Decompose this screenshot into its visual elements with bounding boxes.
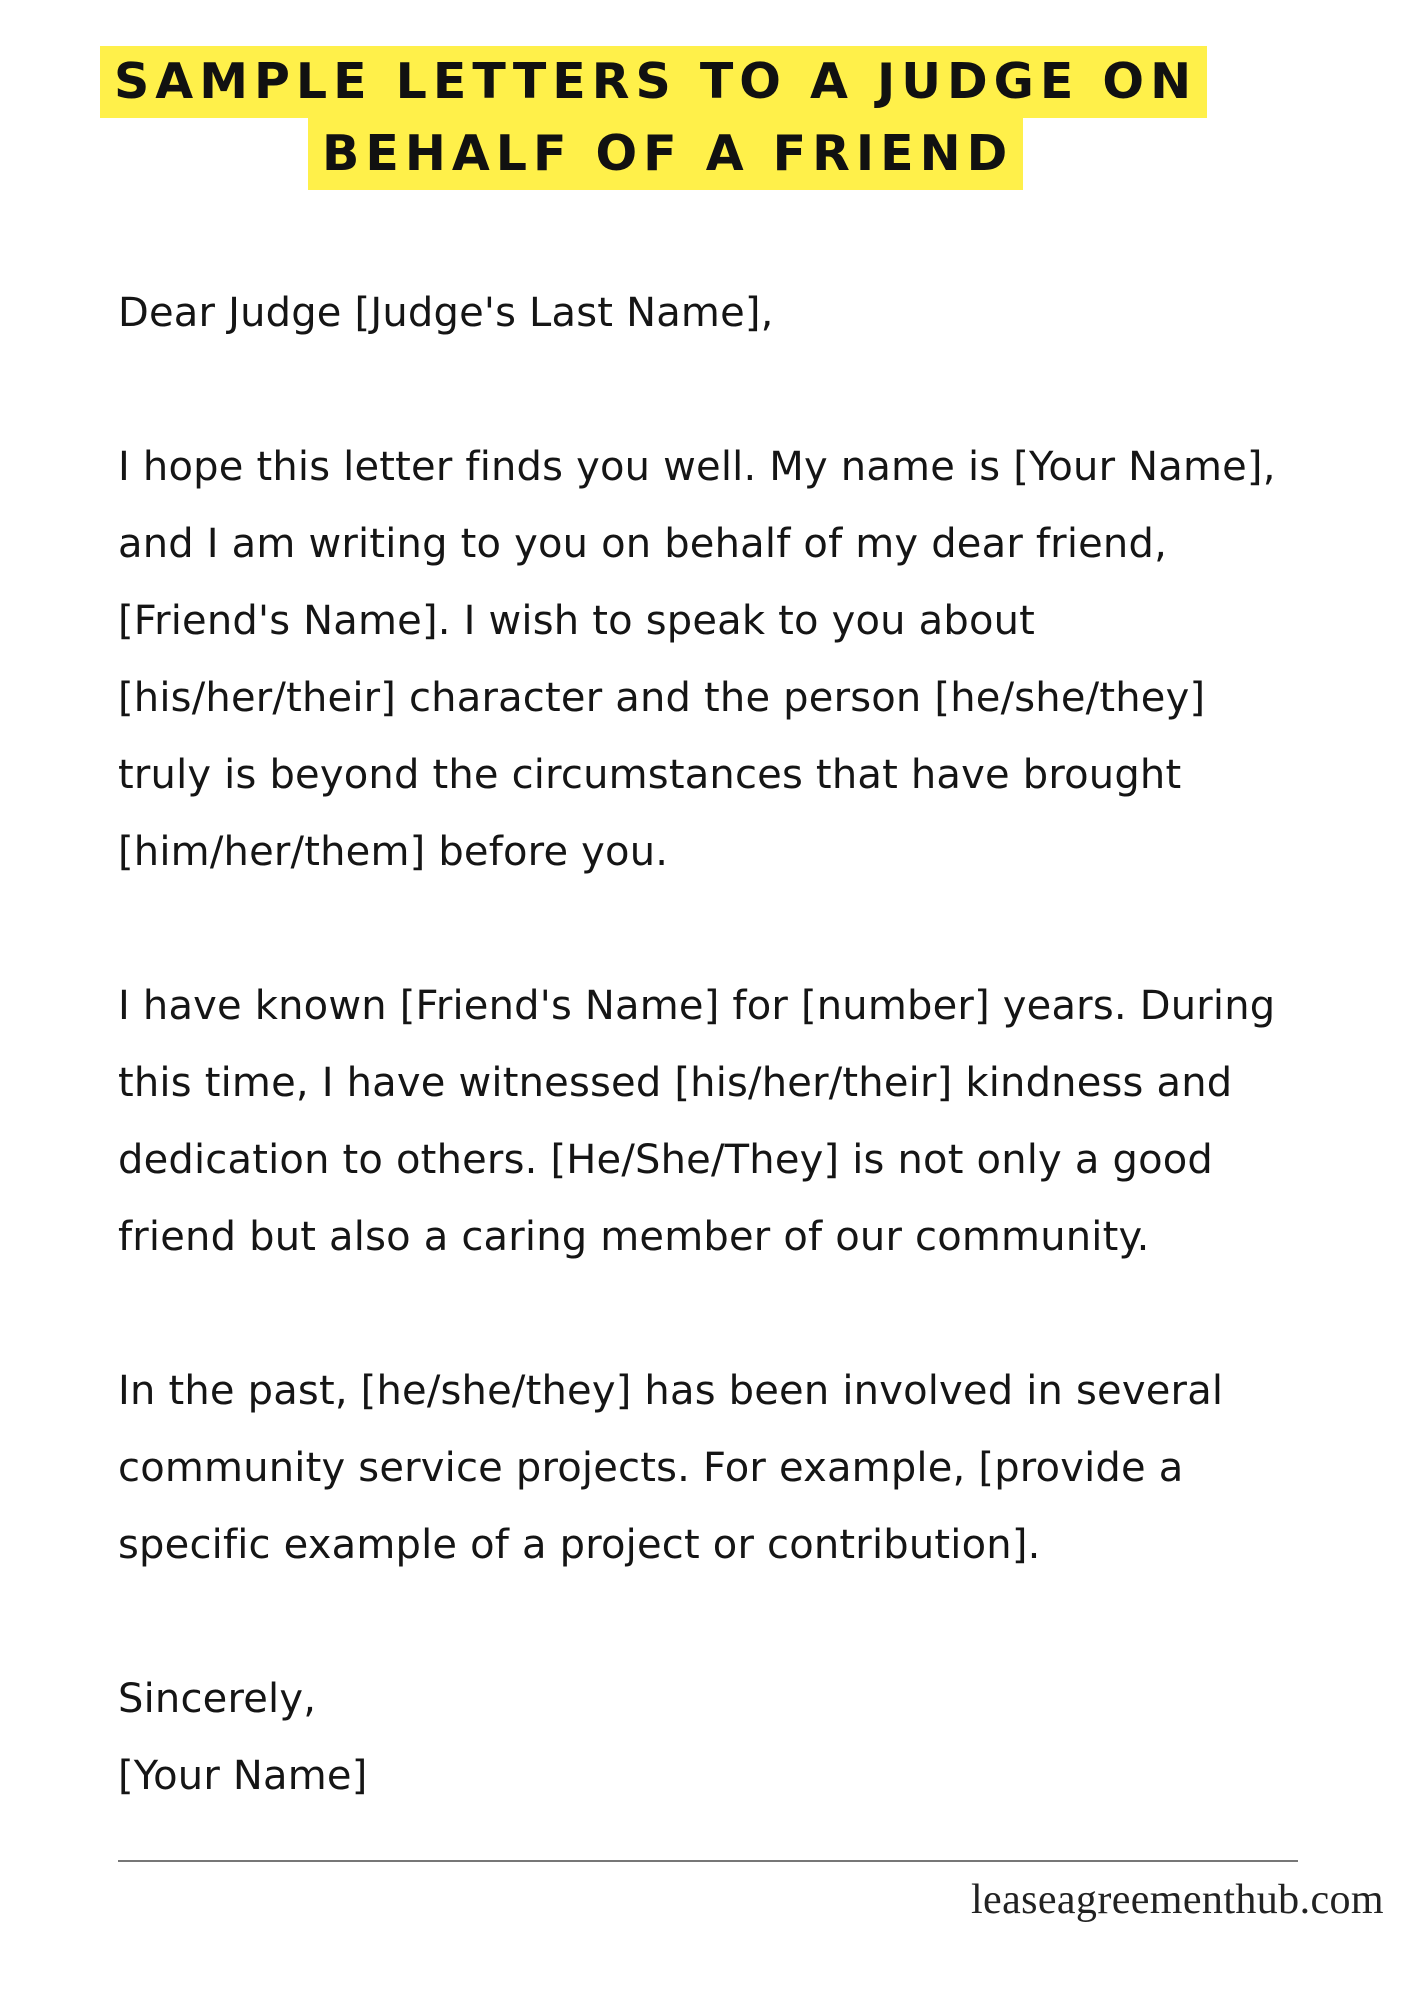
salutation: Dear Judge [Judge's Last Name], — [118, 290, 774, 336]
paragraph-line: [him/her/them] before you. — [118, 829, 669, 875]
paragraph-gap — [118, 352, 1358, 429]
paragraph-line: and I am writing to you on behalf of my dear friend, — [118, 521, 1167, 567]
footer-site-name: leaseagreementhub.com — [970, 1877, 1384, 1923]
paragraph-line: I hope this letter finds you well. My name is [Your Name], — [118, 444, 1276, 490]
paragraph-line: community service projects. For example, [provide a — [118, 1445, 1184, 1491]
paragraph-gap — [118, 1276, 1358, 1353]
paragraph-line: friend but also a caring member of our community. — [118, 1214, 1150, 1260]
paragraph-3 — [118, 1353, 1358, 1584]
closing: Sincerely, — [118, 1676, 317, 1722]
paragraph-line: this time, I have witnessed [his/her/their] kindness and — [118, 1060, 1233, 1106]
signature-placeholder: [Your Name] — [118, 1753, 368, 1799]
paragraph-line: [his/her/their] character and the person [he/she/they] — [118, 675, 1206, 721]
paragraph-2 — [118, 968, 1358, 1276]
paragraph-line: dedication to others. [He/She/They] is not only a good — [118, 1137, 1213, 1183]
paragraph-line: truly is beyond the circumstances that have brought — [118, 752, 1182, 798]
page-title-line-2: BEHALF OF A FRIEND — [308, 118, 1023, 190]
footer-divider — [118, 1860, 1298, 1862]
paragraph-gap — [118, 891, 1358, 968]
page-title-line-1: SAMPLE LETTERS TO A JUDGE ON — [100, 46, 1207, 118]
paragraph-line: I have known [Friend's Name] for [number] years. During — [118, 983, 1276, 1029]
paragraph-line: [Friend's Name]. I wish to speak to you about — [118, 598, 1036, 644]
letter-body — [118, 275, 1358, 1815]
paragraph-1 — [118, 429, 1358, 891]
paragraph-gap — [118, 1584, 1358, 1661]
paragraph-line: specific example of a project or contribution]. — [118, 1522, 1041, 1568]
paragraph-line: In the past, [he/she/they] has been involved in several — [118, 1368, 1224, 1414]
